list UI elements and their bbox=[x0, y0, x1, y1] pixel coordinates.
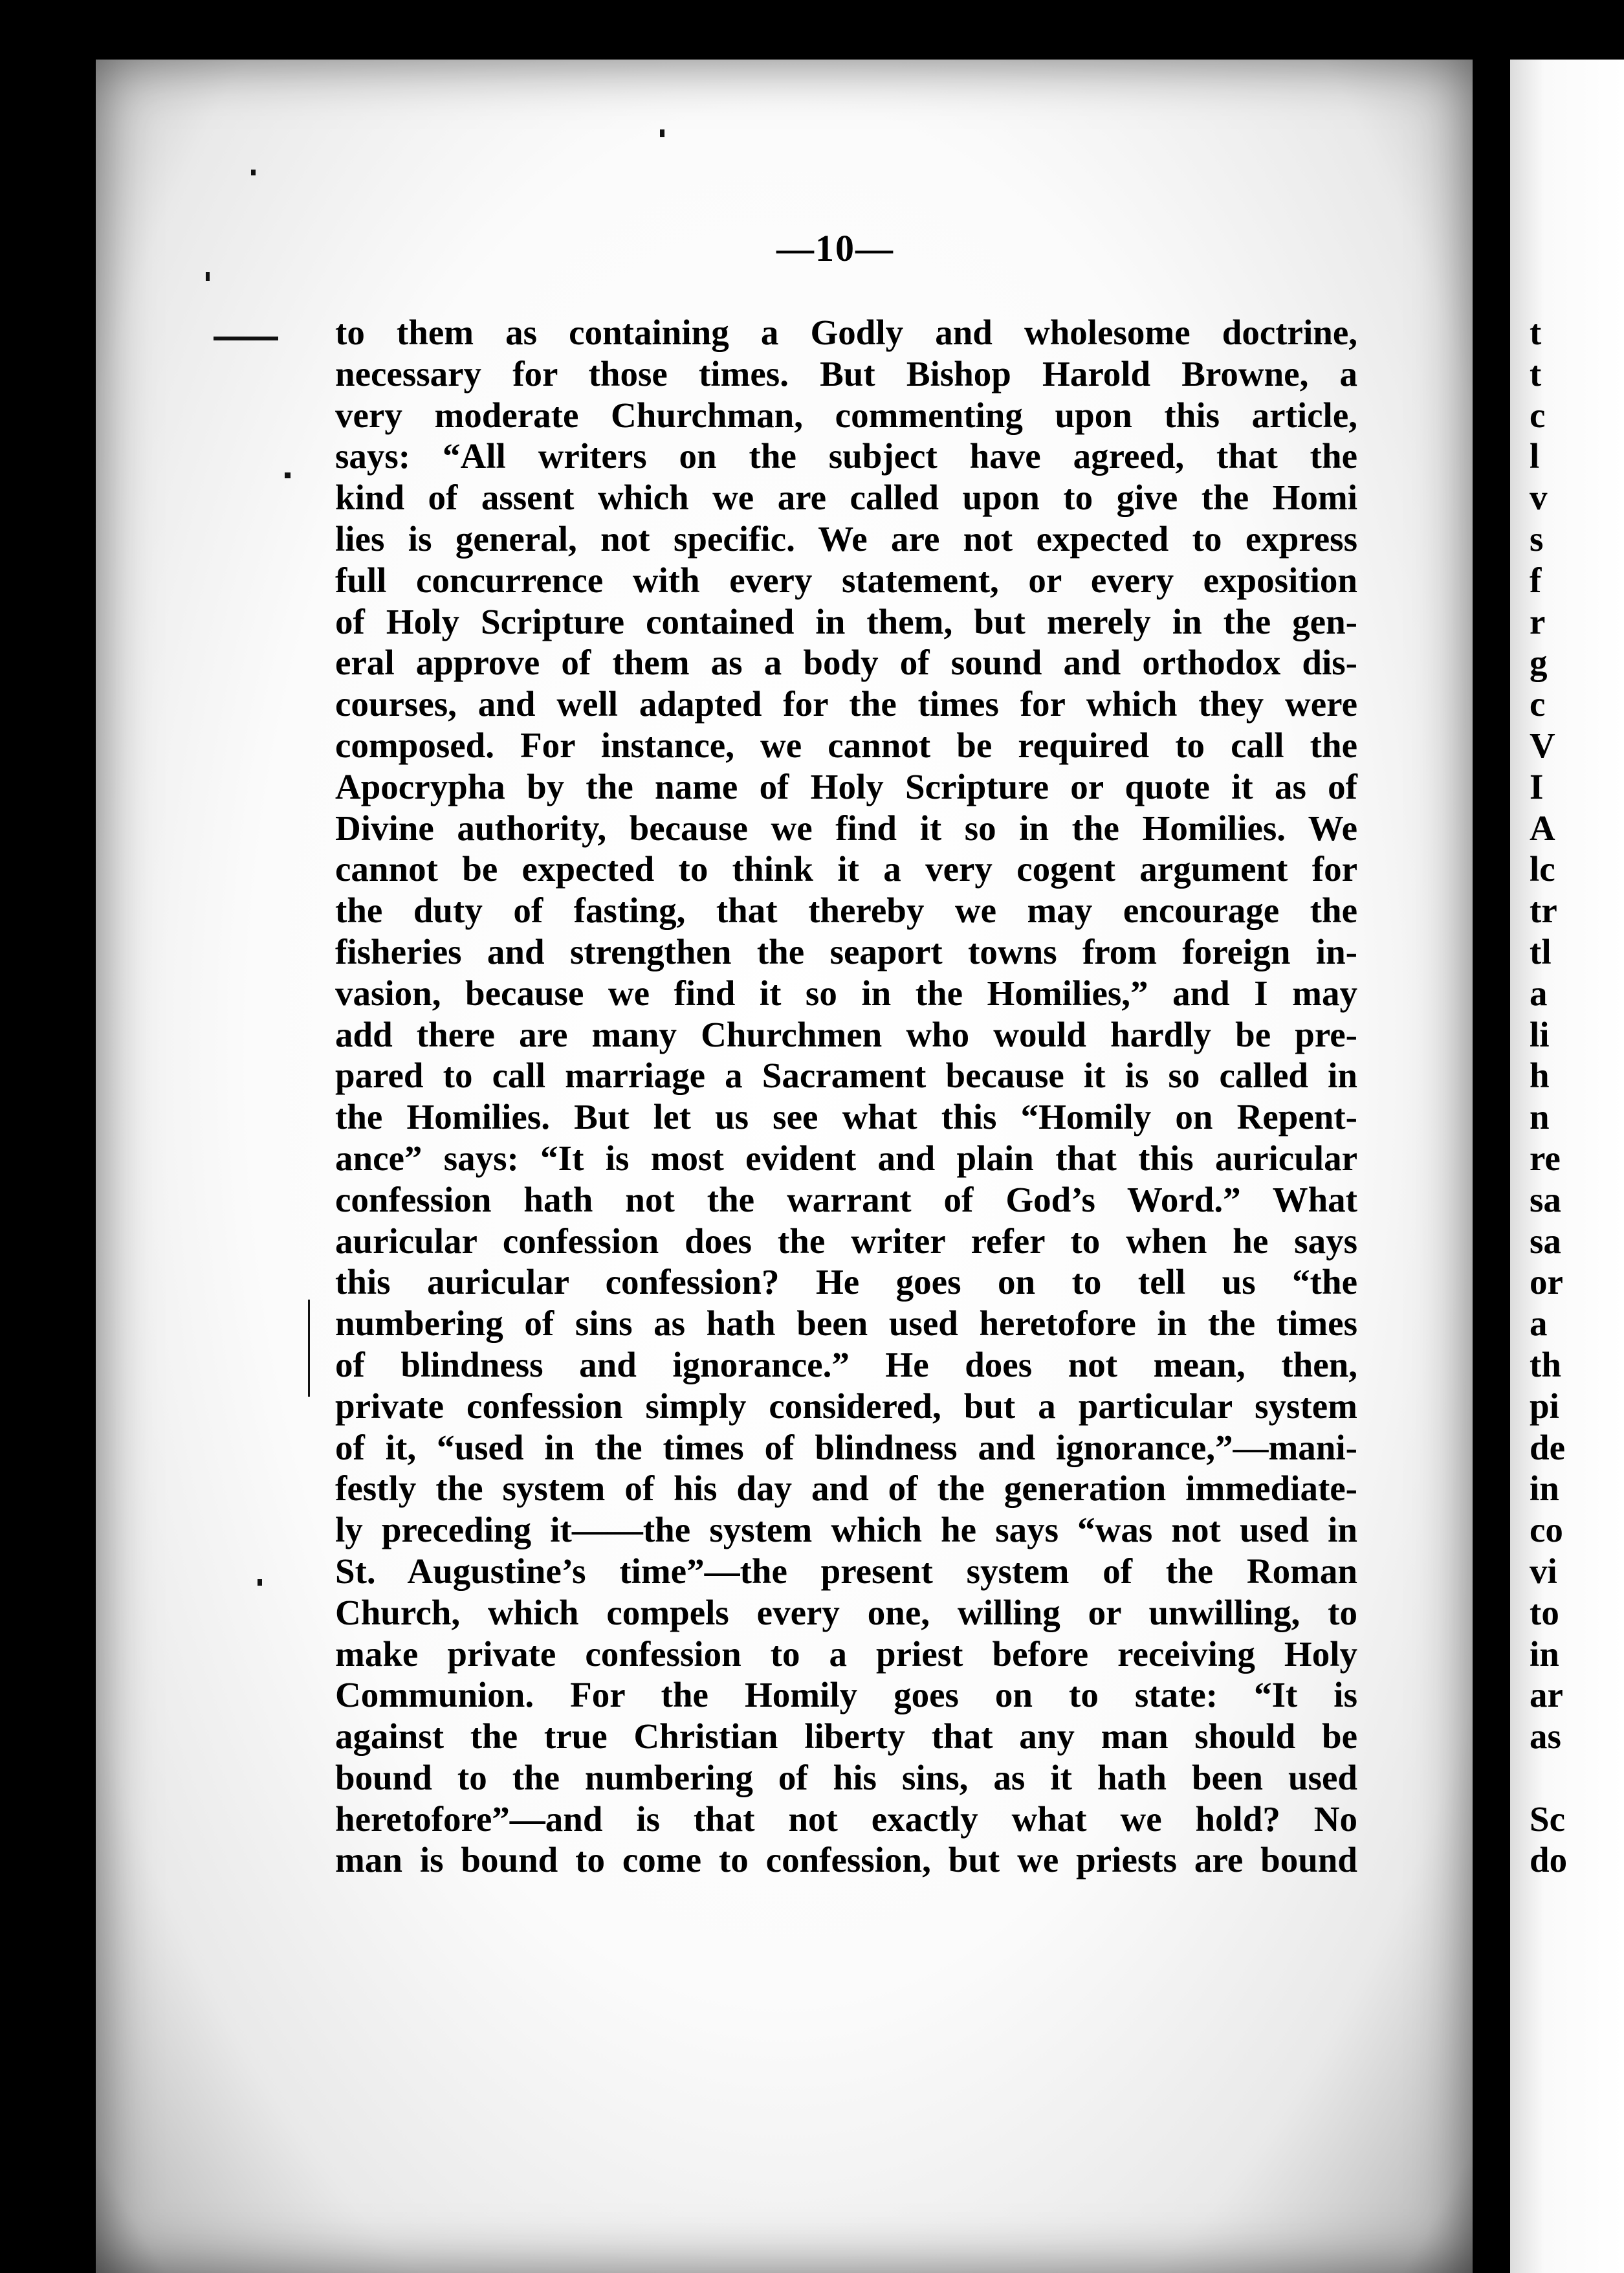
facing-page-text bbox=[1530, 312, 1624, 1881]
text-line: of it, “used in the times of blindness and ignorance,”—mani- bbox=[335, 1427, 1357, 1467]
facing-page-fragment: do bbox=[1530, 1840, 1568, 1880]
text-line: kind of assent which we are called upon to give the Homi bbox=[335, 478, 1357, 518]
scan-speck bbox=[251, 170, 256, 175]
text-line: add there are many Churchmen who would hardly be pre- bbox=[335, 1014, 1357, 1054]
text-line: the duty of fasting, that thereby we may encourage the bbox=[335, 891, 1357, 931]
text-line: cannot be expected to think it a very cogent argument for bbox=[335, 849, 1357, 889]
facing-page-fragment bbox=[1530, 1757, 1624, 1799]
scan-speck bbox=[285, 472, 291, 478]
facing-page-fragment: I bbox=[1530, 766, 1544, 806]
text-line: confession hath not the warrant of God’s Word.” What bbox=[335, 1179, 1357, 1219]
facing-page-fragment: ar bbox=[1530, 1675, 1563, 1715]
facing-page-fragment: A bbox=[1530, 808, 1555, 848]
scan-speck bbox=[214, 337, 278, 340]
facing-page-fragment: a bbox=[1530, 1303, 1548, 1344]
facing-page-fragment: pi bbox=[1530, 1386, 1559, 1426]
facing-page-fragment: Sc bbox=[1530, 1799, 1565, 1839]
text-line: festly the system of his day and of the generation immediate- bbox=[335, 1469, 1357, 1509]
page-number: —10— bbox=[776, 227, 894, 269]
text-line: ly preceding it——the system which he says “was not used in bbox=[335, 1510, 1357, 1550]
scan-speck bbox=[206, 272, 210, 281]
book-gutter bbox=[1473, 60, 1510, 2273]
facing-page-fragment: th bbox=[1530, 1344, 1561, 1384]
facing-page-fragment: co bbox=[1530, 1510, 1563, 1550]
text-line: composed. For instance, we cannot be required to call the bbox=[335, 725, 1357, 765]
text-line: pared to call marriage a Sacrament because it is so called in bbox=[335, 1056, 1357, 1096]
facing-page-fragment: r bbox=[1530, 601, 1546, 641]
facing-page-fragment: de bbox=[1530, 1427, 1565, 1467]
facing-page-fragment: in bbox=[1530, 1469, 1559, 1509]
facing-page-fragment: tr bbox=[1530, 891, 1557, 931]
text-line: to them as containing a Godly and wholesome doctrine, bbox=[335, 313, 1357, 352]
text-line: Communion. For the Homily goes on to state: “It is bbox=[335, 1675, 1357, 1715]
facing-page-fragment: n bbox=[1530, 1097, 1550, 1137]
text-line: eral approve of them as a body of sound and orthodox dis- bbox=[335, 643, 1357, 683]
text-line: against the true Christian liberty that any man should be bbox=[335, 1716, 1357, 1757]
facing-page-fragment: l bbox=[1530, 436, 1540, 476]
facing-page-fragment: f bbox=[1530, 560, 1542, 600]
facing-page-fragment: a bbox=[1530, 973, 1548, 1013]
facing-page-fragment: g bbox=[1530, 643, 1548, 683]
facing-page-fragment: v bbox=[1530, 478, 1548, 518]
text-line: the Homilies. But let us see what this “Homily on Repent- bbox=[335, 1097, 1357, 1137]
facing-page-fragment: c bbox=[1530, 684, 1546, 724]
facing-page-fragment: vi bbox=[1530, 1551, 1557, 1591]
text-line: numbering of sins as hath been used heretofore in the times bbox=[335, 1303, 1357, 1344]
facing-page-fragment: lc bbox=[1530, 849, 1555, 889]
text-line: bound to the numbering of his sins, as it hath been used bbox=[335, 1757, 1357, 1797]
scan-speck bbox=[660, 129, 664, 137]
text-line: Church, which compels every one, willing or unwilling, to bbox=[335, 1592, 1357, 1632]
text-line: this auricular confession? He goes on to tell us “the bbox=[335, 1262, 1357, 1302]
text-line: courses, and well adapted for the times for which they were bbox=[335, 684, 1357, 724]
text-line: make private confession to a priest before receiving Holy bbox=[335, 1634, 1357, 1674]
text-line: ance” says: “It is most evident and plain that this auricular bbox=[335, 1138, 1357, 1178]
facing-page-fragment: s bbox=[1530, 518, 1544, 559]
text-line: of blindness and ignorance.” He does not mean, then, bbox=[335, 1344, 1357, 1384]
facing-page-fragment: or bbox=[1530, 1262, 1563, 1302]
facing-page-fragment: in bbox=[1530, 1634, 1559, 1674]
facing-page-fragment: as bbox=[1530, 1716, 1561, 1757]
facing-page-fragment: li bbox=[1530, 1014, 1550, 1054]
facing-page-fragment: re bbox=[1530, 1138, 1561, 1178]
text-line: very moderate Churchman, commenting upon this article, bbox=[335, 395, 1357, 435]
text-line: full concurrence with every statement, or every exposition bbox=[335, 560, 1357, 600]
text-line: heretofore”—and is that not exactly what we hold? No bbox=[335, 1799, 1357, 1839]
text-line: vasion, because we find it so in the Homilies,” and I may bbox=[335, 973, 1357, 1013]
facing-page-fragment: sa bbox=[1530, 1179, 1561, 1219]
facing-page-fragment: to bbox=[1530, 1592, 1559, 1632]
facing-page-fragment: tl bbox=[1530, 931, 1552, 971]
facing-page-fragment: V bbox=[1530, 725, 1555, 765]
text-line: auricular confession does the writer refer to when he says bbox=[335, 1221, 1357, 1261]
text-line: Divine authority, because we find it so in the Homilies. We bbox=[335, 808, 1357, 848]
body-text bbox=[335, 312, 1357, 1881]
text-line: lies is general, not specific. We are not expected to express bbox=[335, 518, 1357, 559]
text-line: says: “All writers on the subject have agreed, that the bbox=[335, 436, 1357, 476]
text-line: St. Augustine’s time”—the present system of the Roman bbox=[335, 1551, 1357, 1591]
text-line: Apocrypha by the name of Holy Scripture or quote it as of bbox=[335, 766, 1357, 806]
text-line: man is bound to come to confession, but we priests are bound bbox=[335, 1840, 1357, 1880]
text-line: of Holy Scripture contained in them, but merely in the gen- bbox=[335, 601, 1357, 641]
text-line: necessary for those times. But Bishop Harold Browne, a bbox=[335, 353, 1357, 394]
text-line: fisheries and strengthen the seaport towns from foreign in- bbox=[335, 931, 1357, 971]
scan-speck bbox=[258, 1579, 262, 1586]
facing-page-fragment: sa bbox=[1530, 1221, 1561, 1261]
scan-speck bbox=[308, 1300, 310, 1397]
text-line: private confession simply considered, but a particular system bbox=[335, 1386, 1357, 1426]
facing-page-fragment: t bbox=[1530, 313, 1542, 352]
facing-page-fragment: t bbox=[1530, 353, 1542, 394]
facing-page-fragment: c bbox=[1530, 395, 1546, 435]
facing-page-fragment: h bbox=[1530, 1056, 1550, 1096]
